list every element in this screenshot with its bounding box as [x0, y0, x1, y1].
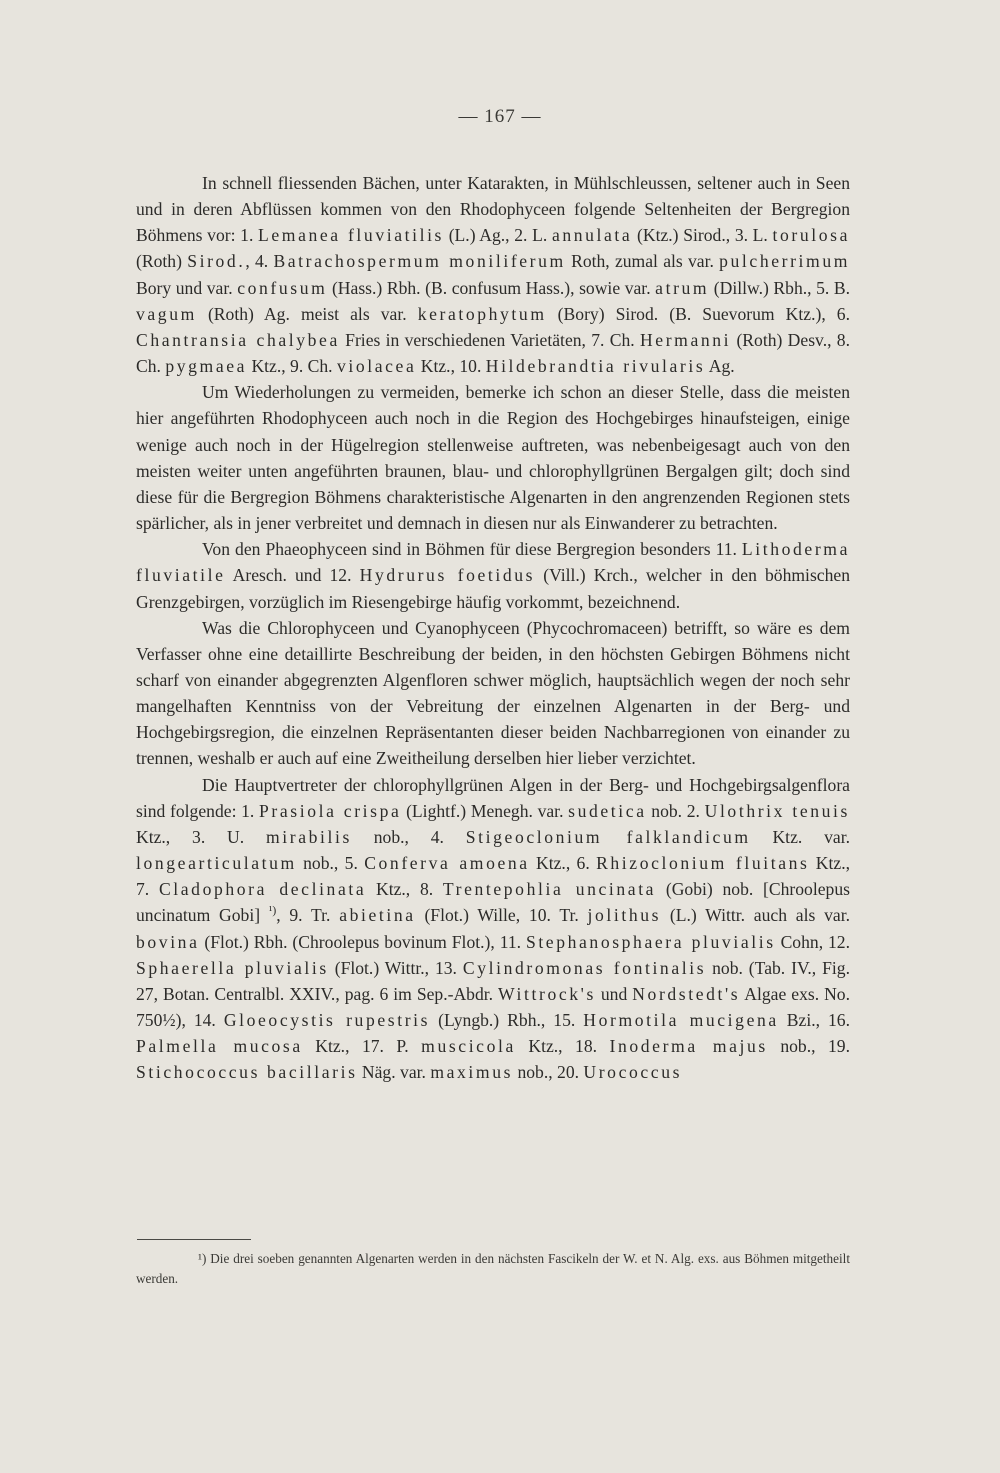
text-run: und [595, 983, 633, 1004]
taxon-name: abietina [339, 905, 416, 926]
text-run: (L.) Wittr. auch als var. [661, 905, 850, 926]
taxon-name: Hydrurus foetidus [359, 565, 536, 586]
text-run: Ktz., 18. [515, 1036, 610, 1057]
taxon-name: Lemanea fluviatilis [258, 225, 445, 246]
text-run: Näg. var. [357, 1062, 431, 1083]
text-run: In schnell fliessenden Bächen, unter Katarakten, in Mühlschleussen, seltener auch in Seen und in deren Abflüssen kommen von den Rhodophyceen folgende Seltenheiten der Bergregion Böhmens vor: 1. [136, 173, 850, 246]
taxon-name: Cylindromonas fontinalis [462, 957, 707, 978]
text-run: Was die Chlorophyceen und Cyanophyceen (Phycochromaceen) betrifft, so wäre es dem Verfasser ohne eine detaillirte Beschreibung der beiden, in den höchsten Gebirgen Böhmens nicht scharf von einander abgegrenzten Algenfloren schwer möglich, hauptsächlich wegen der noch sehr mangelhaften Kenntniss von der Vebreitung der einzelnen Algenarten in der Berg- und Hochgebirgsregion, die einzelnen Repräsentanten dieser beiden Nachbarregionen von einander zu trennen, weshalb er auch auf eine Zweitheilung derselben hier lieber verzichtet. [136, 617, 850, 769]
text-run: (Flot.) Rbh. (Chroolepus bovinum Flot.), 11. [199, 931, 526, 952]
text-run: (Vill.) Krch., welcher in den böhmischen Grenzgebirgen, vorzüglich im Riesengebirge häufig vorkommt, bezeichnend. [136, 565, 851, 612]
taxon-name: Gloeocystis rupestris [223, 1010, 431, 1030]
text-run: , 9. Tr. [276, 905, 340, 926]
taxon-name: Lithoderma fluviatile [136, 539, 850, 586]
taxon-name: Sphaerella pluvialis [136, 957, 329, 978]
taxon-name: torulosa [772, 225, 850, 246]
text-run: Bzi., 16. [778, 1010, 851, 1030]
taxon-name: atrum [655, 277, 710, 298]
taxon-name: Trentepohlia uncinata [442, 879, 657, 900]
text-run: (Flot.) Wittr., 13. [328, 957, 463, 978]
text-run: (Gobi) nob. [Chroolepus uncinatum Gobi] [136, 879, 850, 926]
taxon-name: annulata [551, 225, 633, 246]
taxon-name: keratophytum [417, 303, 547, 324]
text-run: Die Hauptvertreter der chlorophyllgrünen Algen in der Berg- und Hochgebirgsalgenflora sind folgende: 1. [136, 774, 850, 821]
text-run: (Ktz.) Sirod., 3. L. [632, 225, 773, 246]
text-run: Cohn, 12. [775, 931, 850, 952]
text-run: (Roth) Desv., 8. Ch. [136, 329, 850, 377]
footnote-text: ¹) Die drei soeben genannten Algenarten werden in den nächsten Fascikeln der W. et N. Alg. exs. aus Böhmen mitgetheilt werden. [136, 1251, 850, 1286]
text-run: (L.) Ag., 2. L. [444, 225, 552, 246]
text-run: (Bory) Sirod. (B. Suevorum Ktz.), 6. [546, 303, 850, 324]
taxon-name: Hildebrandtia rivularis [485, 356, 706, 377]
taxon-name: muscicola [421, 1036, 516, 1057]
text-run: Ktz., 6. [529, 853, 597, 874]
text-run: Aresch. und 12. [225, 565, 360, 586]
taxon-name: Nordstedt's [632, 983, 741, 1004]
paragraph-hauptvertreter [136, 772, 850, 1086]
text-run: nob., 20. [513, 1062, 584, 1083]
footnote-divider [137, 1239, 251, 1240]
taxon-name: maximus [430, 1062, 514, 1083]
paragraph-wiederholungen [136, 379, 850, 536]
taxon-name: mirabilis [265, 826, 352, 847]
taxon-name: Sirod. [187, 251, 246, 272]
text-run: Ktz., 9. Ch. [247, 356, 337, 377]
text-run: (Roth) Ag. meist als var. [196, 303, 418, 324]
taxon-name: longearticulatum [136, 853, 297, 874]
text-run: (Dillw.) Rbh., 5. B. [709, 277, 850, 298]
taxon-name: Batrachospermum moniliferum [273, 251, 566, 272]
text-run: Ktz., 8. [366, 879, 443, 900]
taxon-name: Rhizoclonium fluitans [596, 853, 810, 874]
text-run: Fries in verschiedenen Varietäten, 7. Ch. [339, 329, 640, 350]
text-run: (Lyngb.) Rbh., 15. [430, 1010, 584, 1030]
taxon-name: Stichococcus bacillaris [136, 1062, 358, 1083]
taxon-name: Hormotila mucigena [583, 1010, 779, 1030]
footnote [136, 1249, 850, 1289]
taxon-name: Prasiola crispa [259, 800, 402, 821]
text-run: nob. 2. [646, 800, 705, 821]
taxon-name: Conferva amoena [364, 853, 530, 874]
taxon-name: Palmella mucosa [136, 1036, 303, 1057]
text-run: Ktz., 7. [136, 853, 850, 900]
taxon-name: Cladophora declinata [158, 879, 367, 900]
text-run: nob. (Tab. IV., Fig. 27, Botan. Centralbl. XXIV., pag. 6 im Sep.-Abdr. [136, 957, 851, 1004]
paragraph-rhodophyceen [136, 170, 850, 379]
text-run: (Lightf.) Menegh. var. [401, 800, 569, 821]
text-run: (Hass.) Rbh. (B. confusum Hass.), sowie var. [327, 277, 656, 298]
taxon-name: Inoderma majus [609, 1036, 768, 1057]
body-text [136, 170, 850, 1085]
taxon-name: confusum [237, 277, 328, 298]
taxon-name: Chantransia chalybea [136, 329, 340, 350]
paragraph-chlorophyceen-cyanophyceen [136, 615, 850, 772]
text-run: Algae exs. No. 750½), 14. [136, 983, 850, 1030]
taxon-name: sudetica [568, 800, 647, 821]
taxon-name: Stephanosphaera pluvialis [525, 931, 776, 952]
taxon-name: jolithus [587, 905, 662, 926]
text-run: Bory und var. [136, 277, 238, 298]
text-run: (Flot.) Wille, 10. Tr. [415, 905, 588, 926]
text-run: nob., 4. [351, 826, 466, 847]
taxon-name: Wittrock's [498, 983, 596, 1004]
text-run: Von den Phaeophyceen sind in Böhmen für diese Bergregion besonders 11. [202, 539, 742, 560]
text-run: , 4. [245, 251, 274, 272]
footnote-marker: ¹) [268, 904, 277, 918]
text-run: nob., 5. [296, 853, 365, 874]
text-run: Ktz., 3. U. [136, 826, 266, 847]
taxon-name: Ulothrix tenuis [704, 800, 850, 821]
taxon-name: Urococcus [583, 1062, 683, 1083]
text-run: nob., 19. [767, 1036, 851, 1057]
taxon-name: Hermanni [639, 329, 732, 350]
text-run: Ktz., 17. P. [302, 1036, 422, 1057]
taxon-name: Stigeoclonium falklandicum [465, 826, 751, 847]
taxon-name: vagum [136, 303, 197, 324]
text-run: (Roth) [136, 251, 188, 272]
taxon-name: violacea [336, 356, 417, 377]
text-run: Ag. [705, 356, 735, 377]
text-run: Roth, zumal als var. [565, 251, 720, 272]
taxon-name: bovina [136, 931, 200, 952]
paragraph-phaeophyceen [136, 536, 850, 614]
text-run: Um Wiederholungen zu vermeiden, bemerke ich schon an dieser Stelle, dass die meisten hier angeführten Rhodophyceen auch noch in die Region des Hochgebirges hinaufsteigen, einige wenige auch noch in der Hügelregion stellenweise auftreten, was nebenbeigesagt auch von den meisten weiter unten angeführten braunen, blau- und chlorophyllgrünen Bergalgen gilt; doch sind diese für die Bergregion Böhmens charakteristische Algenarten in den angrenzenden Regionen stets spärlicher, als in jener verbreitet und demnach in diesen nur als Einwanderer zu betrachten. [136, 382, 850, 534]
text-run: Ktz. var. [750, 826, 850, 847]
taxon-name: pulcherrimum [719, 251, 851, 272]
page-number: — 167 — [458, 106, 542, 127]
text-run: Ktz., 10. [416, 356, 486, 377]
taxon-name: pygmaea [165, 356, 248, 377]
